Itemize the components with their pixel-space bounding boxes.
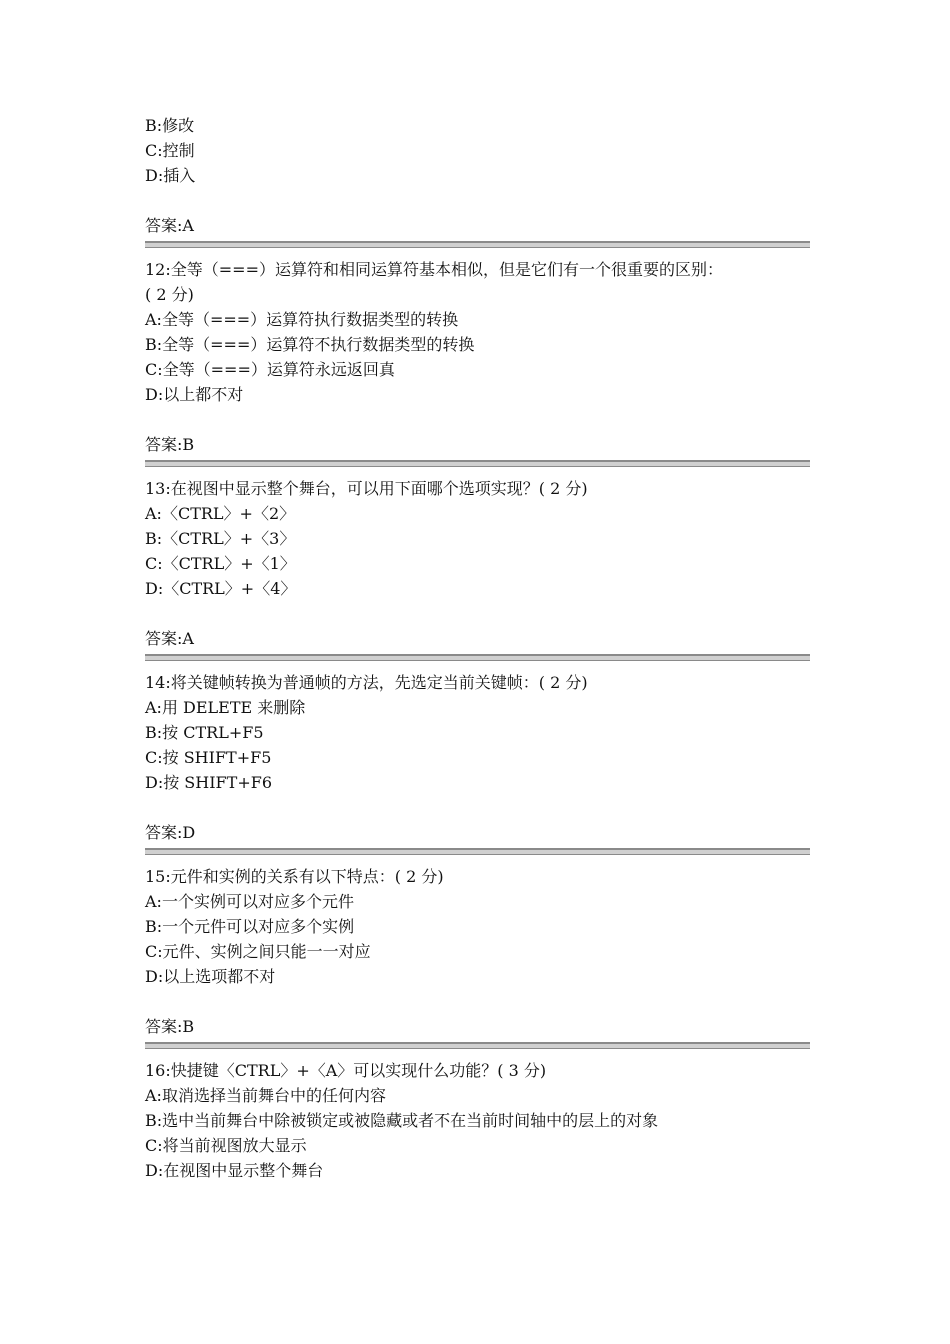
option-line: B:选中当前舞台中除被锁定或被隐藏或者不在当前时间轴中的层上的对象 [145, 1111, 659, 1130]
question-block-12 [145, 257, 810, 457]
option-line: B:〈CTRL〉+〈3〉 [145, 529, 296, 548]
document-page [145, 113, 810, 1183]
option-line: A:取消选择当前舞台中的任何内容 [145, 1086, 386, 1105]
option-line: C:全等（===）运算符永远返回真 [145, 360, 395, 379]
answer-line: 答案:D [145, 823, 196, 842]
question-stem: ( 2 分) [145, 285, 194, 304]
question-divider [145, 1042, 810, 1049]
option-line: D:插入 [145, 166, 196, 185]
question-divider [145, 848, 810, 855]
answer-line: 答案:A [145, 216, 194, 235]
option-line: B:按 CTRL+F5 [145, 723, 264, 742]
answer-line: 答案:B [145, 1017, 195, 1036]
prev-question-block [145, 113, 810, 238]
question-divider [145, 241, 810, 248]
answer-line: 答案:A [145, 629, 194, 648]
option-line: C:控制 [145, 141, 195, 160]
option-line: D:〈CTRL〉+〈4〉 [145, 579, 297, 598]
question-divider [145, 460, 810, 467]
option-line: D:在视图中显示整个舞台 [145, 1161, 324, 1180]
question-stem: 15:元件和实例的关系有以下特点：( 2 分) [145, 867, 444, 886]
option-line: B:一个元件可以对应多个实例 [145, 917, 355, 936]
option-line: A:用 DELETE 来删除 [145, 698, 306, 717]
option-line: A:一个实例可以对应多个元件 [145, 892, 354, 911]
question-stem: 14:将关键帧转换为普通帧的方法，先选定当前关键帧：( 2 分) [145, 673, 588, 692]
question-block-13 [145, 476, 810, 651]
question-block-16 [145, 1058, 810, 1183]
question-stem: 16:快捷键〈CTRL〉+〈A〉可以实现什么功能？( 3 分) [145, 1061, 547, 1080]
option-line: B:全等（===）运算符不执行数据类型的转换 [145, 335, 475, 354]
option-line: A:全等（===）运算符执行数据类型的转换 [145, 310, 459, 329]
question-block-14 [145, 670, 810, 845]
question-divider [145, 654, 810, 661]
question-block-15 [145, 864, 810, 1039]
answer-line: 答案:B [145, 435, 195, 454]
option-line: D:按 SHIFT+F6 [145, 773, 273, 792]
option-line: A:〈CTRL〉+〈2〉 [145, 504, 296, 523]
option-line: B:修改 [145, 116, 195, 135]
question-stem: 12:全等（===）运算符和相同运算符基本相似，但是它们有一个很重要的区别： [145, 260, 723, 279]
option-line: D:以上选项都不对 [145, 967, 276, 986]
question-stem: 13:在视图中显示整个舞台，可以用下面哪个选项实现？( 2 分) [145, 479, 588, 498]
option-line: C:元件、实例之间只能一一对应 [145, 942, 371, 961]
option-line: C:〈CTRL〉+〈1〉 [145, 554, 296, 573]
option-line: C:按 SHIFT+F5 [145, 748, 272, 767]
option-line: C:将当前视图放大显示 [145, 1136, 307, 1155]
option-line: D:以上都不对 [145, 385, 244, 404]
